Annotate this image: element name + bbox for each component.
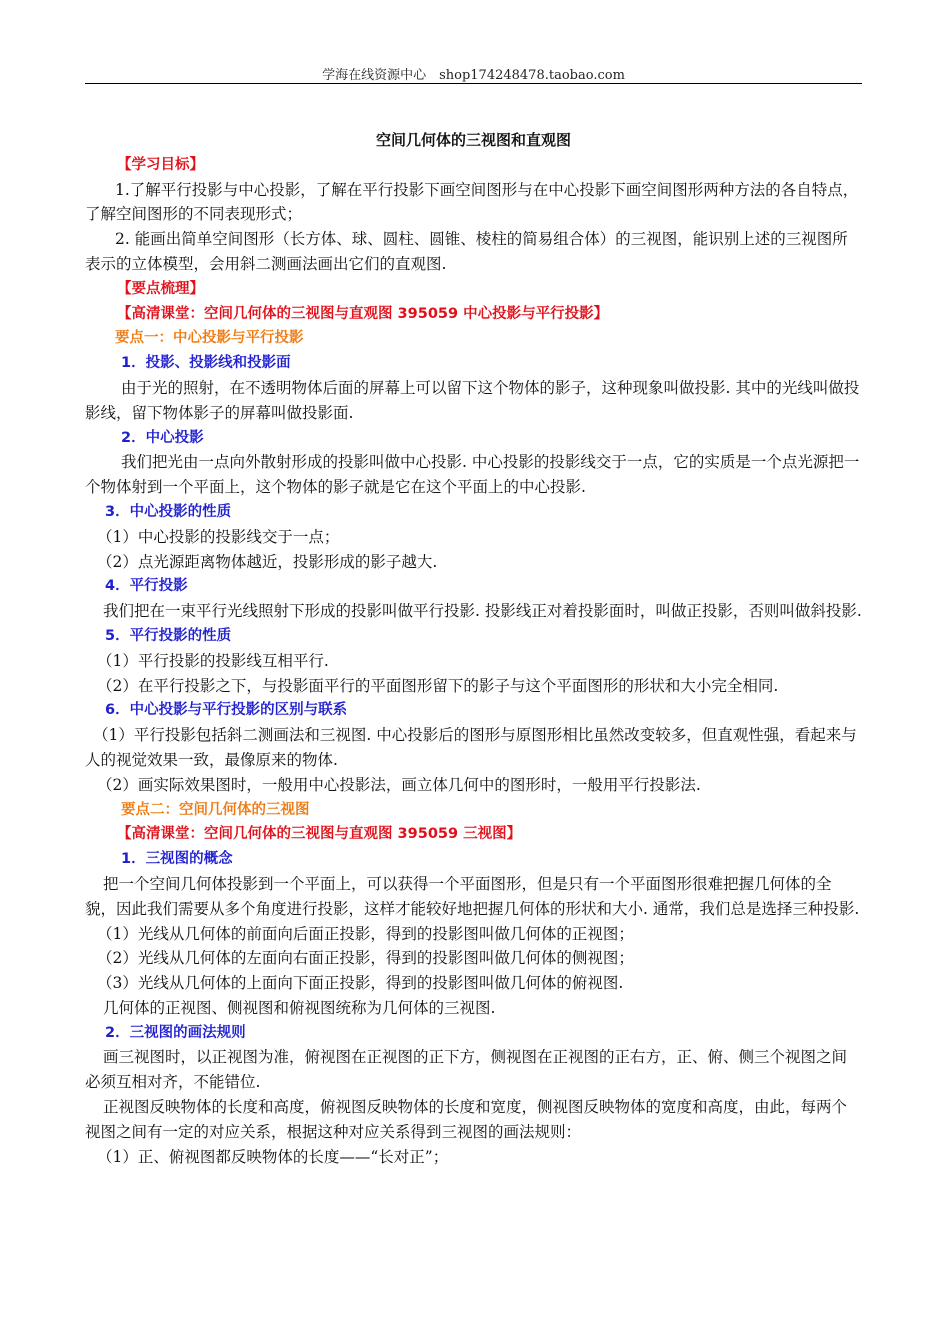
topic-2-item-1: （1）正、俯视图都反映物体的长度——“长对正”；	[97, 1147, 449, 1166]
class-link-1: 【高清课堂：空间几何体的三视图与直观图 395059 中心投影与平行投影】	[117, 305, 609, 322]
topic-1-item-3: （3）光线从几何体的上面向下面正投影，得到的投影图叫做几何体的俯视图.	[97, 974, 624, 993]
topic-1-item-2: （2）光线从几何体的左面向右面正投影，得到的投影图叫做几何体的侧视图；	[97, 949, 634, 968]
section-6-item-1: （1）平行投影包括斜二测画法和三视图. 中心投影后的图形与原图形相比虽然改变较多，但直观性强，看起来与人的视觉效果一致，最像原来的物体.	[85, 726, 857, 769]
point-2-heading: 要点二：空间几何体的三视图	[121, 801, 310, 818]
section-2-title: 2．中心投影	[121, 429, 204, 446]
topic-1-summary: 几何体的正视图、侧视图和俯视图统称为几何体的三视图.	[103, 998, 496, 1017]
section-3-item-2: （2）点光源距离物体越近，投影形成的影子越大.	[97, 552, 438, 571]
goal-2: 2. 能画出简单空间图形（长方体、球、圆柱、圆锥、棱柱的简易组合体）的三视图，能识别上述的三视图所表示的立体模型，会用斜二测画法画出它们的直观图.	[85, 230, 848, 273]
point-1-heading: 要点一：中心投影与平行投影	[115, 330, 304, 347]
section-3-item-1: （1）中心投影的投影线交于一点；	[97, 527, 340, 546]
section-6-item-2: （2）画实际效果图时，一般用中心投影法，画立体几何中的图形时，一般用平行投影法.	[97, 775, 701, 794]
section-5-item-2: （2）在平行投影之下，与投影面平行的平面图形留下的影子与这个平面图形的形状和大小完全相同.	[97, 676, 779, 695]
topic-2-text-1: 画三视图时，以正视图为准，俯视图在正视图的正下方，侧视图在正视图的正右方，正、俯、侧三个视图之间必须互相对齐，不能错位.	[85, 1048, 848, 1092]
section-4-text: 我们把在一束平行光线照射下形成的投影叫做平行投影. 投影线正对着投影面时，叫做正投影，否则叫做斜投影.	[103, 602, 862, 621]
section-5-item-1: （1）平行投影的投影线互相平行.	[97, 651, 329, 670]
section-2-text: 我们把光由一点向外散射形成的投影叫做中心投影. 中心投影的投影线交于一点，它的实质是一个点光源把一个物体射到一个平面上，这个物体的影子就是它在这个平面上的中心投影.	[85, 453, 860, 497]
section-4-title: 4．平行投影	[105, 578, 188, 595]
goal-1: 1.了解平行投影与中心投影，了解在平行投影下画空间图形与在中心投影下画空间图形两种方法的各自特点，了解空间图形的不同表现形式；	[85, 180, 859, 224]
topic-2-title: 2．三视图的画法规则	[105, 1024, 246, 1041]
header-rule	[85, 83, 862, 84]
topic-1-text: 把一个空间几何体投影到一个平面上，可以获得一个平面图形，但是只有一个平面图形很难把握几何体的全貌，因此我们需要从多个角度进行投影，这样才能较好地把握几何体的形状和大小. 通常，我们总是选择三种投影.	[85, 874, 860, 918]
topic-2-text-2: 正视图反映物体的长度和高度，俯视图反映物体的长度和宽度，侧视图反映物体的宽度和高度，由此，每两个视图之间有一定的对应关系，根据这种对应关系得到三视图的画法规则：	[85, 1098, 848, 1141]
goals-heading: 【学习目标】	[117, 156, 204, 173]
section-1-title: 1．投影、投影线和投影面	[121, 355, 291, 372]
doc-title: 空间几何体的三视图和直观图	[375, 131, 571, 149]
class-link-2: 【高清课堂：空间几何体的三视图与直观图 395059 三视图】	[117, 826, 522, 843]
topic-1-title: 1．三视图的概念	[121, 851, 233, 868]
section-6-title: 6．中心投影与平行投影的区别与联系	[105, 702, 348, 719]
section-3-title: 3．中心投影的性质	[105, 503, 232, 520]
document-body	[85, 128, 862, 1169]
section-1-text: 由于光的照射，在不透明物体后面的屏幕上可以留下这个物体的影子，这种现象叫做投影. 其中的光线叫做投影线，留下物体影子的屏幕叫做投影面.	[85, 378, 860, 422]
page-header: 学海在线资源中心 shop174248478.taobao.com	[322, 68, 625, 83]
points-heading: 【要点梳理】	[117, 280, 204, 297]
topic-1-item-1: （1）光线从几何体的前面向后面正投影，得到的投影图叫做几何体的正视图；	[97, 924, 634, 943]
section-5-title: 5．平行投影的性质	[105, 627, 232, 644]
